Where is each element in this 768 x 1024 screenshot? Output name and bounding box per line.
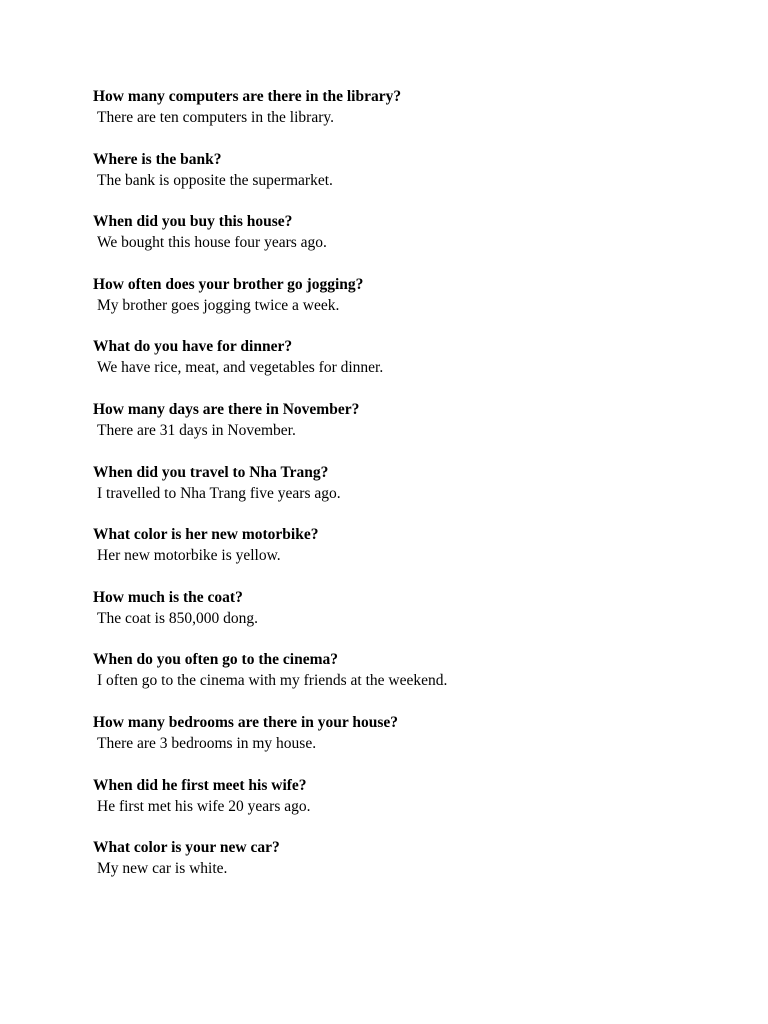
qa-item	[93, 775, 733, 838]
qa-item	[93, 587, 733, 650]
qa-item	[93, 149, 733, 212]
answer-text: My new car is white.	[97, 860, 228, 878]
qa-item	[93, 399, 733, 462]
question-text: What color is your new car?	[93, 839, 280, 857]
qa-item	[93, 712, 733, 775]
question-text: How much is the coat?	[93, 588, 243, 606]
answer-text: There are 31 days in November.	[97, 421, 296, 439]
question-text: When did he first meet his wife?	[93, 776, 307, 794]
question-text: When did you travel to Nha Trang?	[93, 463, 329, 481]
question-text: How often does your brother go jogging?	[93, 275, 364, 293]
answer-text: The coat is 850,000 dong.	[97, 609, 259, 627]
answer-text: We bought this house four years ago.	[97, 234, 327, 252]
answer-text: I often go to the cinema with my friends at the weekend.	[97, 672, 448, 690]
question-text: How many days are there in November?	[93, 400, 360, 418]
answer-text: We have rice, meat, and vegetables for dinner.	[97, 359, 384, 377]
answer-text: He first met his wife 20 years ago.	[97, 797, 311, 815]
qa-item	[93, 86, 733, 149]
qa-item	[93, 837, 733, 900]
question-text: What do you have for dinner?	[93, 338, 293, 356]
answer-text: The bank is opposite the supermarket.	[97, 171, 333, 189]
question-text: Where is the bank?	[93, 150, 222, 168]
answer-text: There are 3 bedrooms in my house.	[97, 734, 317, 752]
qa-item	[93, 649, 733, 712]
qa-item	[93, 524, 733, 587]
qa-item	[93, 336, 733, 399]
qa-item	[93, 274, 733, 337]
answer-text: I travelled to Nha Trang five years ago.	[97, 484, 341, 502]
question-text: What color is her new motorbike?	[93, 526, 319, 544]
question-text: How many bedrooms are there in your house?	[93, 713, 398, 731]
question-text: When do you often go to the cinema?	[93, 651, 338, 669]
answer-text: Her new motorbike is yellow.	[97, 547, 281, 565]
document-page	[93, 86, 733, 900]
answer-text: My brother goes jogging twice a week.	[97, 296, 340, 314]
question-text: How many computers are there in the library?	[93, 88, 402, 105]
qa-item	[93, 211, 733, 274]
answer-text: There are ten computers in the library.	[97, 109, 334, 126]
qa-item	[93, 462, 733, 525]
question-text: When did you buy this house?	[93, 213, 293, 231]
